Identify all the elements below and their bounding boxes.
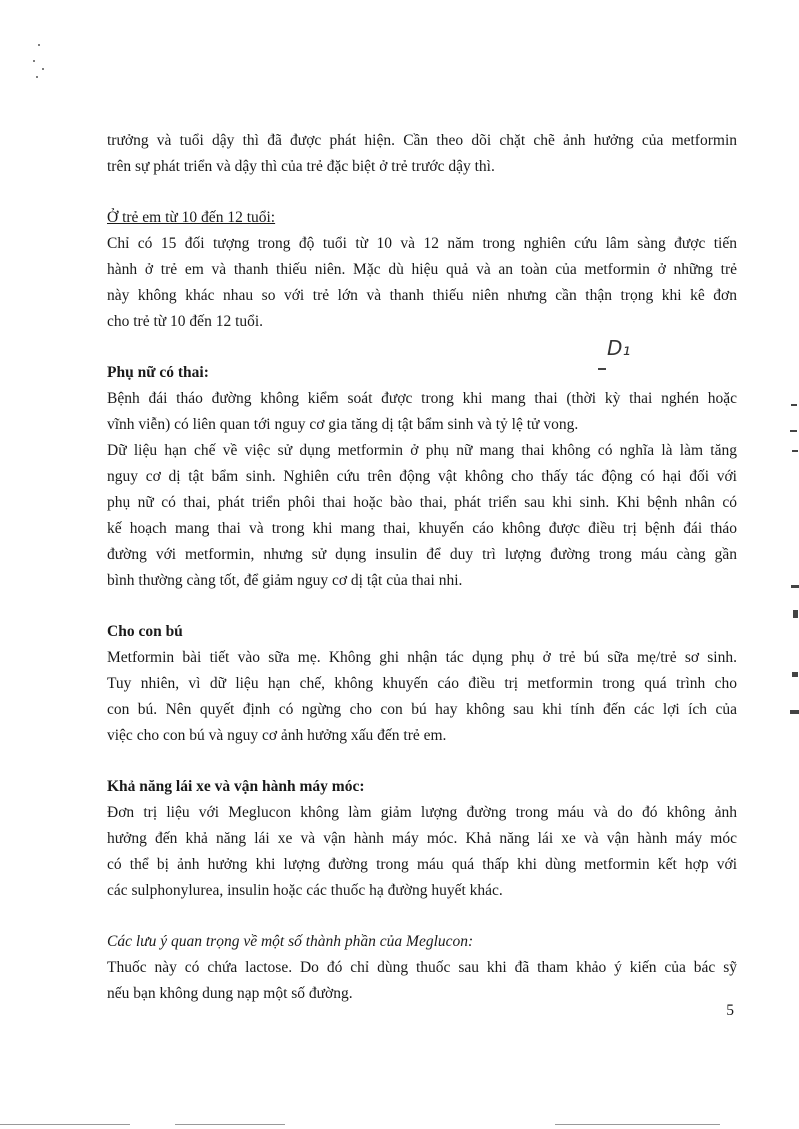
text-line: vĩnh viễn) có liên quan tới nguy cơ gia tăng dị tật bẩm sinh và tỷ lệ tử vong. <box>107 416 579 433</box>
text-line: Bệnh đái tháo đường không kiểm soát được trong khi mang thai (thời kỳ thai nghén hoặc <box>107 390 737 407</box>
text-line: nguy cơ dị tật bẩm sinh. Nghiên cứu trên động vật không cho thấy tác động có hại đối với <box>107 468 737 485</box>
paragraph-driving <box>107 800 737 904</box>
paragraph-children <box>107 231 737 335</box>
scan-bottom-rule <box>555 1124 720 1125</box>
heading-children: Ở trẻ em từ 10 đến 12 tuổi: <box>107 209 276 226</box>
text-line: nếu bạn không dung nạp một số đường. <box>107 985 353 1002</box>
text-line: bình thường càng tốt, để giảm nguy cơ dị tật của thai nhi. <box>107 572 463 589</box>
text-line: kế hoạch mang thai và trong khi mang thai, khuyến cáo không được điều trị bệnh đái tháo <box>107 520 737 537</box>
heading-driving: Khả năng lái xe và vận hành máy móc: <box>107 778 365 795</box>
text-line: đường với metformin, nhưng sử dụng insulin để duy trì lượng đường trong máu càng gần <box>107 546 737 563</box>
text-line: cho trẻ từ 10 đến 12 tuổi. <box>107 313 264 330</box>
paragraph-breastfeeding <box>107 645 737 749</box>
text-line: việc cho con bú và nguy cơ ảnh hưởng xấu đến trẻ em. <box>107 727 447 744</box>
document-body <box>107 128 737 1007</box>
text-line: hưởng đến khả năng lái xe và vận hành máy móc. Khả năng lái xe và vận hành máy móc <box>107 830 737 847</box>
text-line: Chỉ có 15 đối tượng trong độ tuổi từ 10 và 12 năm trong nghiên cứu lâm sàng được tiến <box>107 235 737 252</box>
heading-notes: Các lưu ý quan trọng về một số thành phần của Meglucon: <box>107 933 474 950</box>
text-line: này không khác nhau so với trẻ lớn và thanh thiếu niên nhưng cần thận trọng khi kê đơn <box>107 287 737 304</box>
scan-bottom-rule <box>0 1124 130 1125</box>
text-line: hành ở trẻ em và thanh thiếu niên. Mặc dù hiệu quả và an toàn của metformin ở những trẻ <box>107 261 737 278</box>
text-line: các sulphonylurea, insulin hoặc các thuốc hạ đường huyết khác. <box>107 882 503 899</box>
scan-edge-marks <box>789 400 799 730</box>
text-line: Đơn trị liệu với Meglucon không làm giảm lượng đường trong máu và do đó không ảnh <box>107 804 737 821</box>
heading-breastfeeding: Cho con bú <box>107 623 183 640</box>
text-line: trưởng và tuổi dậy thì đã được phát hiện. Cần theo dõi chặt chẽ ảnh hưởng của metformin <box>107 132 737 149</box>
paragraph-intro <box>107 128 737 180</box>
text-line: trên sự phát triển và dậy thì của trẻ đặc biệt ở trẻ trước dậy thì. <box>107 158 495 175</box>
text-line: Tuy nhiên, vì dữ liệu hạn chế, không khuyến cáo điều trị metformin trong quá trình cho <box>107 675 737 692</box>
paragraph-pregnancy-1 <box>107 386 737 438</box>
paragraph-pregnancy-2 <box>107 438 737 594</box>
text-line: Thuốc này có chứa lactose. Do đó chỉ dùng thuốc sau khi đã tham khảo ý kiến của bác sỹ <box>107 959 737 976</box>
page-number: 5 <box>726 1002 734 1019</box>
text-line: có thể bị ảnh hưởng khi lượng đường trong máu quá thấp khi dùng metformin kết hợp với <box>107 856 737 873</box>
text-line: Metformin bài tiết vào sữa mẹ. Không ghi nhận tác dụng phụ ở trẻ bú sữa mẹ/trẻ sơ sinh. <box>107 649 737 666</box>
text-line: phụ nữ có thai, phát triển phôi thai hoặc bào thai, phát triển sau khi sinh. Khi bệnh nhân có <box>107 494 737 511</box>
scan-bottom-rule <box>175 1124 285 1125</box>
text-line: Dữ liệu hạn chế về việc sử dụng metformin ở phụ nữ mang thai không có nghĩa là làm tăng <box>107 442 737 459</box>
paragraph-notes <box>107 955 737 1007</box>
text-line: con bú. Nên quyết định có ngừng cho con bú hay không sau khi tính đến các lợi ích của <box>107 701 737 718</box>
heading-pregnancy: Phụ nữ có thai: <box>107 364 209 381</box>
handwritten-mark: D₁ <box>607 336 631 360</box>
